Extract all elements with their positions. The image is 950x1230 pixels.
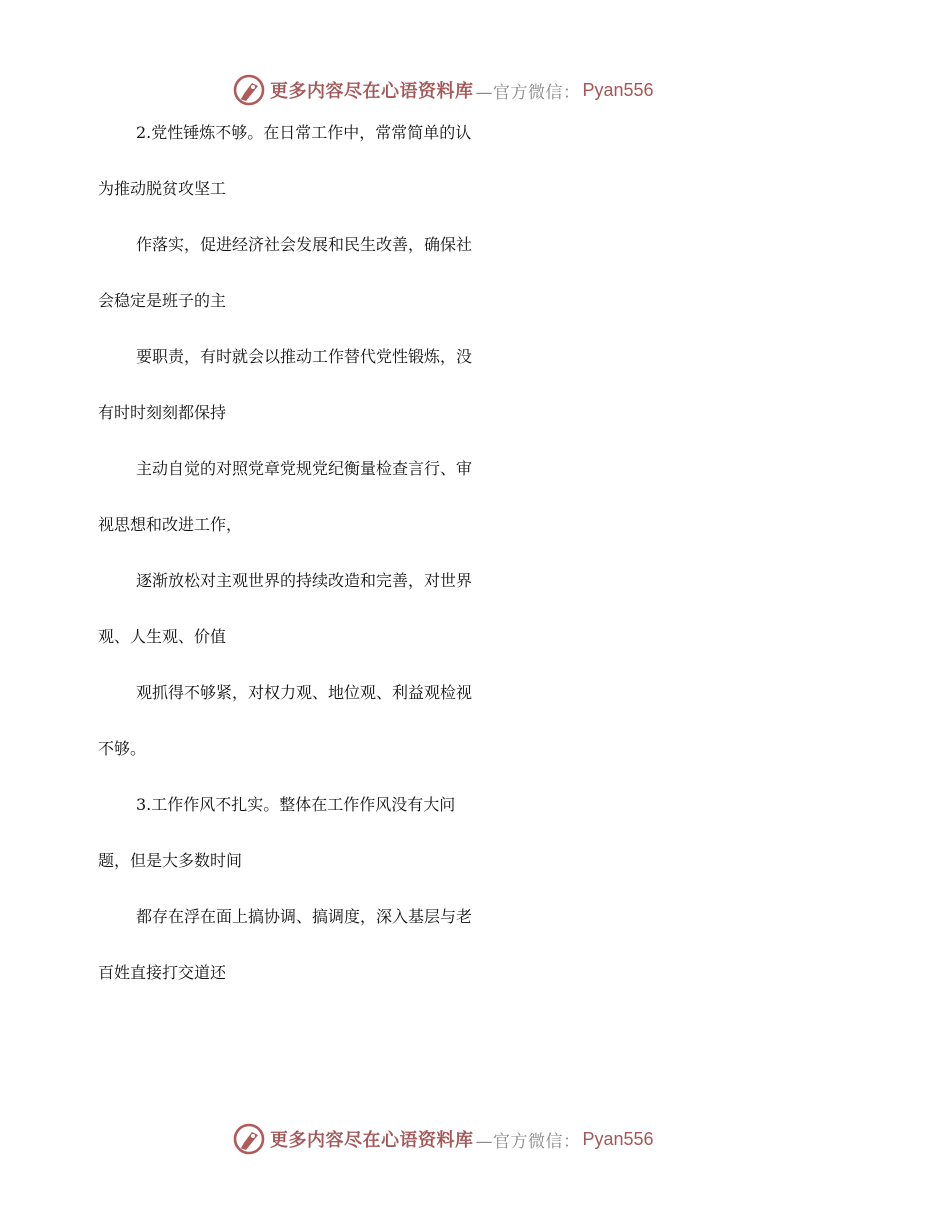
text-line: 主动自觉的对照党章党规党纪衡量检查言行、审 bbox=[136, 459, 473, 478]
text-line: 不够。 bbox=[98, 739, 147, 758]
watermark-brand-text: 更多内容尽在心语资料库 bbox=[270, 81, 474, 102]
text-line: 逐渐放松对主观世界的持续改造和完善，对世界 bbox=[136, 571, 473, 590]
document-body bbox=[98, 120, 850, 1016]
text-line: 有时时刻刻都保持 bbox=[98, 403, 227, 422]
watermark-wechat-id: Pyan556 bbox=[582, 1128, 654, 1149]
watermark-separator: —官方微信： bbox=[475, 82, 581, 103]
text-line: 为推动脱贫攻坚工 bbox=[98, 179, 227, 198]
pen-nib-logo-icon bbox=[232, 73, 266, 107]
text-line: 2.党性锤炼不够。在日常工作中，常常简单的认 bbox=[136, 123, 472, 142]
text-line: 题，但是大多数时间 bbox=[98, 851, 243, 870]
text-line: 观抓得不够紧，对权力观、地位观、利益观检视 bbox=[136, 683, 473, 702]
watermark-separator: —官方微信： bbox=[475, 1131, 581, 1152]
text-line: 3.工作作风不扎实。整体在工作作风没有大问 bbox=[136, 795, 456, 814]
text-line: 会稳定是班子的主 bbox=[98, 291, 227, 310]
text-line: 要职责，有时就会以推动工作替代党性锻炼，没 bbox=[136, 347, 473, 366]
text-line: 观、人生观、价值 bbox=[98, 627, 227, 646]
text-line: 视思想和改进工作， bbox=[98, 515, 243, 534]
text-line: 百姓直接打交道还 bbox=[98, 963, 227, 982]
text-line: 都存在浮在面上搞协调、搞调度，深入基层与老 bbox=[136, 907, 473, 926]
header-watermark bbox=[232, 72, 732, 108]
watermark-brand-text: 更多内容尽在心语资料库 bbox=[270, 1130, 474, 1151]
footer-watermark bbox=[232, 1121, 732, 1157]
watermark-wechat-id: Pyan556 bbox=[582, 79, 654, 100]
pen-nib-logo-icon bbox=[232, 1122, 266, 1156]
text-line: 作落实，促进经济社会发展和民生改善，确保社 bbox=[136, 235, 473, 254]
